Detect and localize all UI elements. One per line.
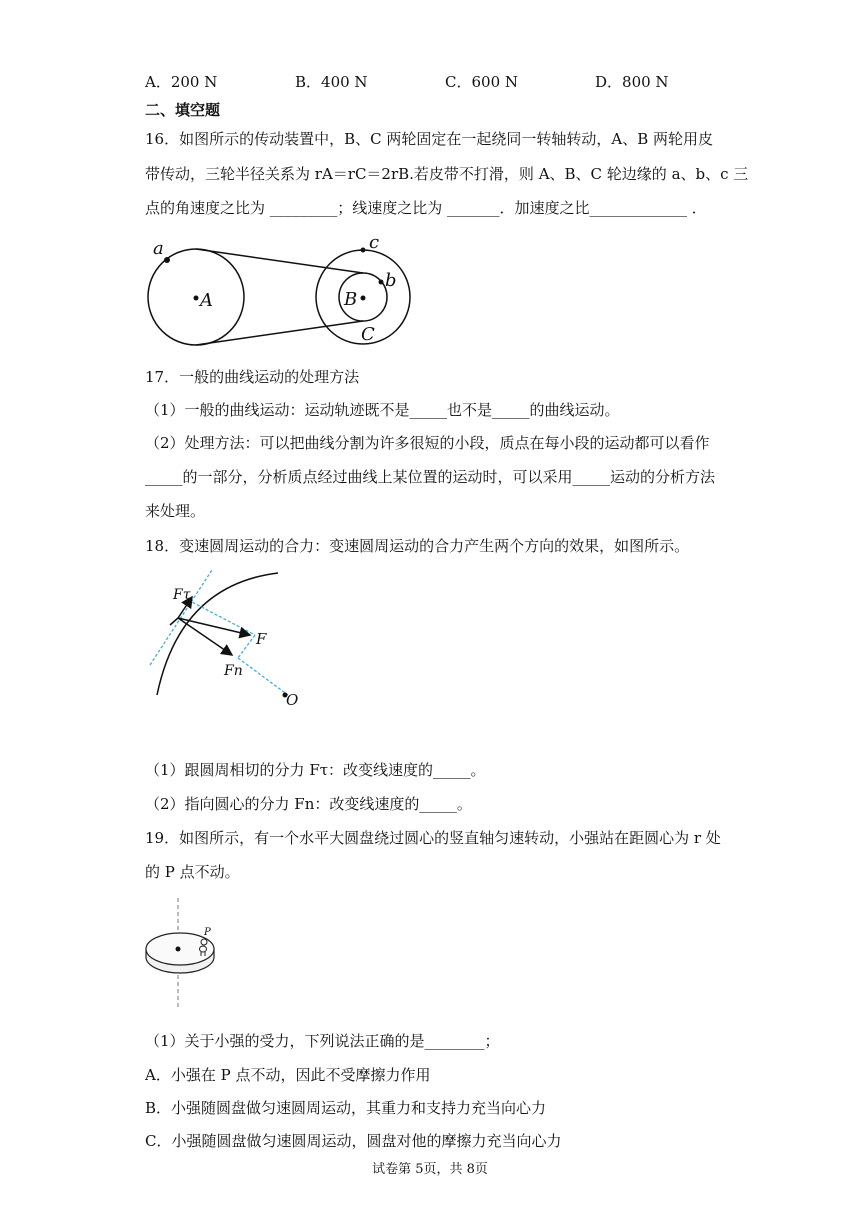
normal-force-arrow: [178, 618, 232, 655]
point-a-dot: [164, 257, 170, 263]
label-fn: Fn: [224, 663, 243, 679]
label-c: c: [369, 232, 380, 253]
q16-text-line2: 带传动，三轮半径关系为 rA＝rC＝2rB.若皮带不打滑，则 A、B、C 轮边缘的 a、b、c 三: [145, 165, 749, 183]
q17-sub2-line3: 来处理。: [145, 502, 206, 520]
point-c-dot: [361, 248, 366, 253]
page-footer: 试卷第 5页，共 8页: [372, 1162, 488, 1177]
q16-pulley-figure: [140, 230, 430, 350]
label-A: A: [200, 290, 213, 311]
q18-sub2: （2）指向圆心的分力 Fn：改变线速度的_____。: [145, 795, 472, 813]
label-B: B: [344, 289, 358, 310]
label-ft: Fτ: [173, 587, 191, 603]
q19-text-line2: 的 P 点不动。: [145, 863, 240, 881]
parallelogram-right-edge: [238, 635, 255, 658]
q15-option-b: B．400 N: [295, 73, 368, 91]
label-f: F: [256, 630, 267, 648]
q18-sub1: （1）跟圆周相切的分力 Fτ：改变线速度的_____。: [145, 761, 486, 779]
point-b-dot: [379, 280, 384, 285]
q15-option-c: C．600 N: [445, 73, 519, 91]
q17-sub2-line2: _____的一部分，分析质点经过曲线上某位置的运动时，可以采用_____运动的分析方法: [145, 468, 716, 486]
label-C: C: [361, 324, 375, 345]
q17-sub2-line1: （2）处理方法：可以把曲线分割为许多很短的小段，质点在每小段的运动都可以看作: [145, 434, 710, 452]
q15-option-d: D．800 N: [595, 73, 669, 91]
q19-option-b: B．小强随圆盘做匀速圆周运动，其重力和支持力充当向心力: [145, 1099, 547, 1117]
q19-sub1: （1）关于小强的受力，下列说法正确的是________；: [145, 1032, 500, 1050]
label-a: a: [153, 238, 164, 259]
tangent-dashed-line: [150, 570, 212, 665]
disk-center-dot: [176, 947, 181, 952]
belt-top: [196, 249, 363, 273]
q19-option-a: A．小强在 P 点不动，因此不受摩擦力作用: [145, 1066, 431, 1084]
label-o: O: [286, 691, 299, 709]
q19-option-c: C．小强随圆盘做匀速圆周运动，圆盘对他的摩擦力充当向心力: [145, 1132, 562, 1150]
section-title: 二、填空题: [145, 101, 221, 119]
radius-dashed-line: [238, 658, 288, 695]
force-origin-stub: [170, 618, 178, 625]
q15-option-a: A．200 N: [145, 73, 218, 91]
center-b-dot: [361, 296, 366, 301]
q19-text-line1: 19．如图所示，有一个水平大圆盘绕过圆心的竖直轴匀速转动，小强站在距圆心为 r 处: [145, 829, 721, 847]
label-b: b: [385, 270, 397, 291]
q18-force-figure: [140, 565, 310, 715]
label-p: P: [204, 927, 211, 938]
parallelogram-top-edge: [188, 600, 255, 635]
q16-text-line1: 16．如图所示的传动装置中，B、C 两轮固定在一起绕同一转轴转动，A、B 两轮用皮: [145, 130, 713, 148]
q17-title: 17．一般的曲线运动的处理方法: [145, 368, 360, 386]
q19-disk-figure: [140, 893, 230, 1013]
center-a-dot: [194, 296, 199, 301]
q18-text: 18．变速圆周运动的合力：变速圆周运动的合力产生两个方向的效果，如图所示。: [145, 537, 690, 555]
belt-bottom: [196, 321, 363, 345]
q17-sub1: （1）一般的曲线运动：运动轨迹既不是_____也不是_____的曲线运动。: [145, 401, 620, 419]
q16-text-line3: 点的角速度之比为 _________；线速度之比为 _______．加速度之比_____________ ．: [145, 199, 707, 217]
